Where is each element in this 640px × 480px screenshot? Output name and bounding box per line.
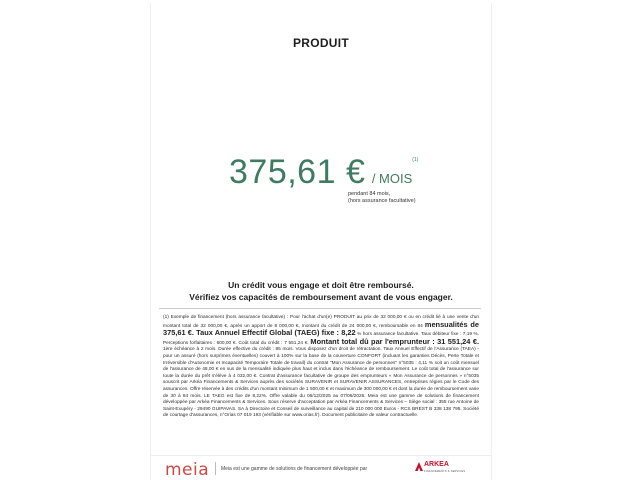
- arkea-logo: [415, 462, 485, 478]
- meia-logo: meia: [165, 460, 210, 480]
- legal-notice: [163, 315, 479, 420]
- footer-tagline: Meia est une gamme de solutions de financement développée par: [221, 466, 368, 472]
- legal-total-due: Montant total dû par l'emprunteur : 31 551,24 €.: [310, 336, 479, 346]
- price-amount: 375,61 €: [229, 153, 366, 191]
- legal-monthly-payment: mensualités de 375,61 €. Taux Annuel Effectif Global (TAEG) fixe : 8,22: [163, 319, 479, 338]
- credit-warning: [151, 279, 491, 303]
- product-title: PRODUIT: [292, 36, 350, 50]
- footer: [151, 455, 491, 480]
- duration-line-1: pendant 84 mois,: [348, 191, 391, 197]
- arkea-subtitle: FINANCEMENTS & SERVICES: [424, 470, 466, 473]
- legal-text-part-3: 1ère échéance à 2 mois. Durée effective du crédit : 85 mois. Vous disposez d'un droit de rétractation. Taux Annuel Effectif de l'Assurance (TAEA) - pour un assuré (hors surprimes éventuelles) couvert à 100% sur la base de la couverture CONFORT (incluant les garanties Décès, Perte Totale et Irréversible d'Autonomie et Incapacité Temporaire Totale de travail) du contrat "Mon Assurance de personnes" n°5035 : 4,11 % soit un coût mensuel de l'assurance de 48,00 € en sus de la mensualité indiquée plus haut et inclus dans l'échéance de remboursement. Le coût total de l'assurance sur toute la durée du prêt s'élève à 4 032,00 €. Contrat d'assurance facultative de groupe des emprunteurs « Mon Assurance de personnes » n°5035 souscrit par Arkéa Financements & Services auprès des sociétés SURAVENIR et SURAVENIR ASSURANCES, entreprises régies par le Code des assurances. Offre réservée à des crédits d'un montant minimum de 1 500,00 € et maximum de 300 000,00 € et dont la durée de remboursement varie de 30 à 84 mois. LE TAEG est fixe de 8,22%. Offre valable du 06/12/2025 au 07/06/2026. Meia est une gamme de solutions de financement développée par Arkéa Financements & Services. Sous réserve d'acceptation par Arkéa Financements & Services – Siège social : 355 rue Antoine de Saint-Exupéry - 29490 GUIPAVAS. SA à Directoire et Conseil de surveillance au capital de 210 000 000 Euros - RCS BREST B 338 138 795. Société de courtage d'assurances, n°Orias 07 019 193 (vérifiable sur www.orias.fr). Document publicitaire de valeur contractuelle.: [163, 347, 479, 419]
- advertisement-page: [150, 3, 492, 480]
- duration-line-2: (hors assurance facultative): [348, 198, 416, 204]
- footer-divider: [215, 462, 216, 475]
- arkea-mark-icon: [415, 462, 423, 471]
- price-duration: [348, 191, 416, 205]
- price-note-ref: (1): [412, 157, 419, 163]
- monthly-price: [229, 153, 489, 192]
- legal-text-part-2: % hors assurance facultative. Taux débiteur fixe : 7,19 %. Perceptions forfaitaires : 600,00 €. Coût total du crédit : 7 551,24 €.: [163, 332, 480, 346]
- legal-text-part-1: (1) Exemple de financement (hors assurance facultative) : Pour l'achat d'un(e) PRODUIT au prix de 32 000,00 € ou en crédit lié à une vente d'un montant total de 32 000,00 €, après un apport de 8 000,00 €, montant du crédit de 24 000,00 €, remboursable en 84: [163, 315, 479, 329]
- price-unit: / MOIS: [371, 171, 413, 186]
- legal-divider: [159, 308, 481, 309]
- warning-line-2: Vérifiez vos capacités de remboursement avant de vous engager.: [189, 292, 453, 302]
- arkea-name: ARKEA: [424, 461, 449, 468]
- warning-line-1: Un crédit vous engage et doit être remboursé.: [228, 280, 414, 290]
